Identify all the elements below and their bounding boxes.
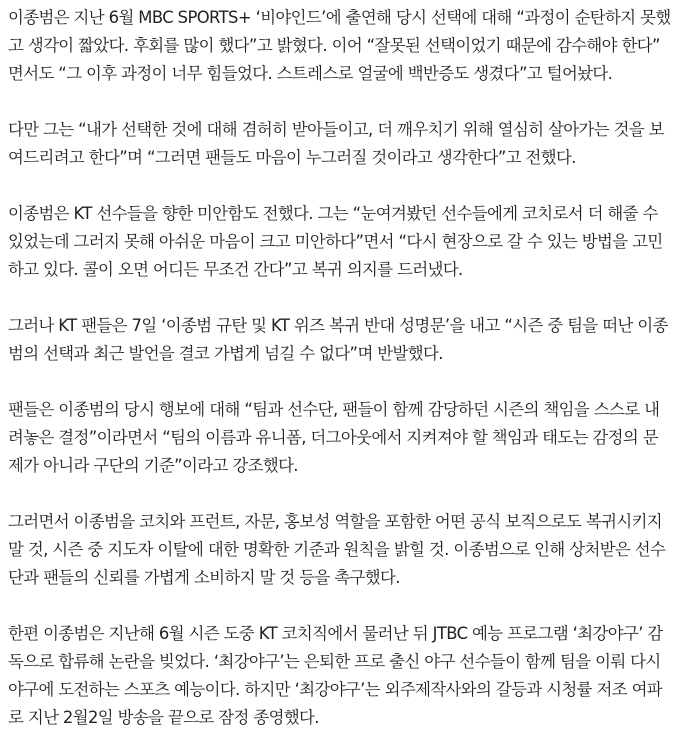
paragraph-line: 그러나 KT 팬들은 7일 ‘이종범 규탄 및 KT 위즈 복귀 반대 성명문’을 내고 “시즌 중 팀을 떠난 이종 xyxy=(8,316,668,335)
paragraph-line: 고 생각이 짧았다. 후회를 많이 했다”고 밝혔다. 이어 “잘못된 선택이었기 때문에 감수해야 한다” xyxy=(8,36,660,55)
paragraph-line: 단과 팬들의 신뢰를 가볍게 소비하지 말 것 등을 촉구했다. xyxy=(8,568,400,587)
paragraph-line: 려놓은 결정”이라면서 “팀의 이름과 유니폼, 더그아웃에서 지켜져야 할 책임과 태도는 감정의 문 xyxy=(8,428,658,447)
paragraph-line: 범의 선택과 최근 발언을 결코 가볍게 넘길 수 없다”며 반발했다. xyxy=(8,344,443,363)
paragraph-line: 야구에 도전하는 스포츠 예능이다. 하지만 ‘최강야구’는 외주제작사와의 갈등과 시청률 저조 여파 xyxy=(8,680,663,699)
paragraph-line: 다만 그는 “내가 선택한 것에 대해 겸허히 받아들이고, 더 깨우치기 위해 열심히 살아가는 것을 보 xyxy=(8,120,664,139)
paragraph-line: 있었는데 그러지 못해 아쉬운 마음이 크고 미안하다”면서 “다시 현장으로 갈 수 있는 방법을 고민 xyxy=(8,232,663,251)
paragraph-line: 면서도 “그 이후 과정이 너무 힘들었다. 스트레스로 얼굴에 백반증도 생겼다”고 털어놨다. xyxy=(8,64,613,83)
paragraph-2 xyxy=(8,116,671,172)
paragraph-line: 말 것, 시즌 중 지도자 이탈에 대한 명확한 기준과 원칙을 밝힐 것. 이종범으로 인해 상처받은 선수 xyxy=(8,540,666,559)
paragraph-3 xyxy=(8,200,671,284)
paragraph-line: 이종범은 지난 6월 MBC SPORTS+ ‘비야인드’에 출연해 당시 선택에 대해 “과정이 순탄하지 못했 xyxy=(8,8,671,27)
paragraph-line: 독으로 합류해 논란을 빚었다. ‘최강야구’는 은퇴한 프로 출신 야구 선수들이 함께 팀을 이뤄 다시 xyxy=(8,652,661,671)
paragraph-line: 이종범은 KT 선수들을 향한 미안함도 전했다. 그는 “눈여겨봤던 선수들에게 코치로서 더 해줄 수 xyxy=(8,204,658,223)
article-body xyxy=(0,4,675,732)
paragraph-line: 로 지난 2월2일 방송을 끝으로 잠정 종영했다. xyxy=(8,708,319,727)
paragraph-line: 한편 이종범은 지난해 6월 시즌 도중 KT 코치직에서 물러난 뒤 JTBC 예능 프로그램 ‘최강야구’ 감 xyxy=(8,624,663,643)
paragraph-line: 팬들은 이종범의 당시 행보에 대해 “팀과 선수단, 팬들이 함께 감당하던 시즌의 책임을 스스로 내 xyxy=(8,400,660,419)
paragraph-6 xyxy=(8,508,671,592)
paragraph-line: 그러면서 이종범을 코치와 프런트, 자문, 홍보성 역할을 포함한 어떤 공식 보직으로도 복귀시키지 xyxy=(8,512,663,531)
paragraph-7 xyxy=(8,620,671,732)
paragraph-5 xyxy=(8,396,671,480)
paragraph-line: 여드리려고 한다”며 “그러면 팬들도 마음이 누그러질 것이라고 생각한다”고 전했다. xyxy=(8,148,576,167)
paragraph-4 xyxy=(8,312,671,368)
paragraph-1 xyxy=(8,4,671,88)
paragraph-line: 제가 아니라 구단의 기준”이라고 강조했다. xyxy=(8,456,298,475)
paragraph-line: 하고 있다. 콜이 오면 어디든 무조건 간다”고 복귀 의지를 드러냈다. xyxy=(8,260,463,279)
